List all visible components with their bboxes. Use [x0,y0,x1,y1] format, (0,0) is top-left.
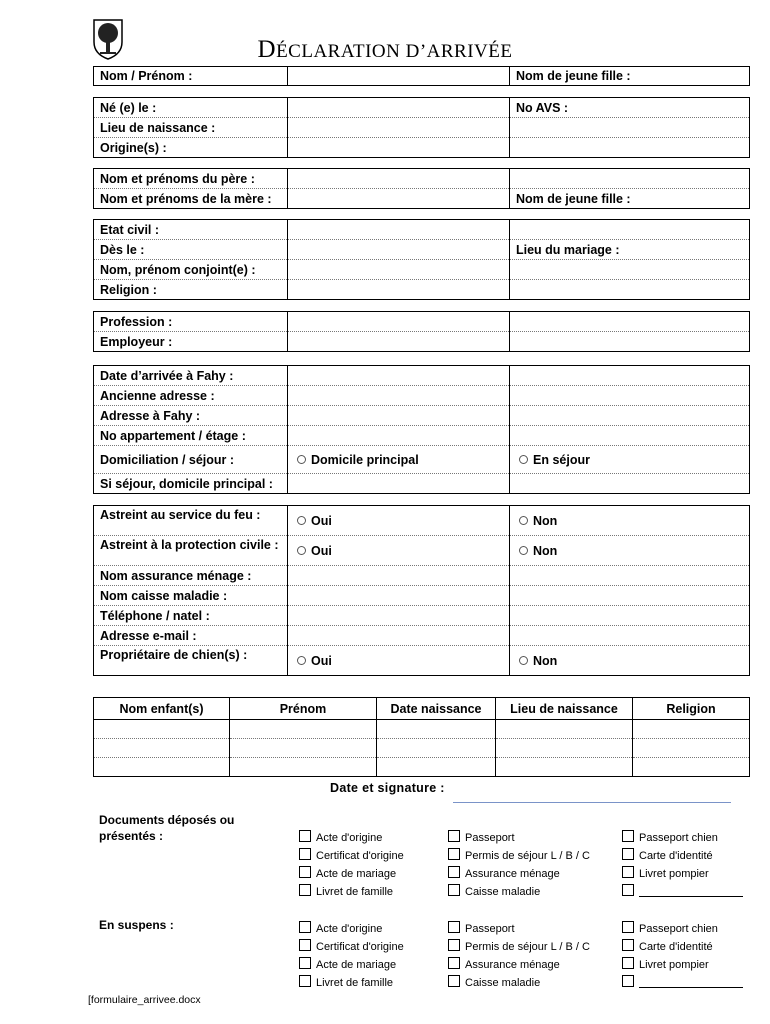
birthdate-input[interactable] [288,98,510,118]
field-label: Origine(s) : [100,140,167,155]
checkbox-icon [622,975,634,987]
birth-table [93,97,750,158]
radio-circle-icon [297,546,306,555]
checkbox-icon [448,866,460,878]
table-row [94,720,750,739]
fahy-address-input[interactable] [288,406,510,426]
civil-status-table [93,219,750,300]
checkbox-passeport-chien[interactable]: Passeport chien [622,830,718,845]
child-cell[interactable] [496,739,633,758]
column-header: Religion [633,698,750,720]
checkbox-passeport-chien[interactable]: Passeport chien [622,921,718,936]
suspens-label: En suspens : [99,918,174,932]
religion-input[interactable] [288,280,510,300]
radio-circle-icon [297,455,306,464]
other-blank-line[interactable] [639,987,743,988]
checkbox-passeport[interactable]: Passeport [448,830,515,845]
child-cell[interactable] [230,720,377,739]
field-label: Propriétaire de chien(s) : [100,648,248,662]
children-table [93,697,750,777]
checkbox-icon [622,957,634,969]
field-label: Nom de jeune fille : [510,67,750,86]
field-label: Téléphone / natel : [94,606,288,626]
checkbox-livret-pompier[interactable]: Livret pompier [622,866,709,881]
since-input[interactable] [288,240,510,260]
origin-input[interactable] [288,138,510,158]
child-cell[interactable] [496,720,633,739]
child-cell[interactable] [230,758,377,777]
checkbox-icon [622,848,634,860]
identity-table [93,66,750,86]
origin-extra[interactable] [510,138,750,158]
checkbox-icon [299,939,311,951]
column-header: Prénom [230,698,377,720]
apartment-input[interactable] [288,426,510,446]
mother-input[interactable] [288,189,510,209]
checkbox-icon [299,830,311,842]
child-cell[interactable] [377,739,496,758]
radio-protection-non[interactable]: Non [510,536,750,566]
radio-chien-non[interactable]: Non [510,646,750,676]
field-label: Astreint au service du feu : [94,506,288,536]
field-label: Nom assurance ménage : [94,566,288,586]
health-fund-extra[interactable] [510,586,750,606]
checkbox-acte-origine[interactable]: Acte d'origine [299,830,382,845]
radio-feu-non[interactable]: Non [510,506,750,536]
father-input[interactable] [288,169,510,189]
radio-circle-icon [297,516,306,525]
old-address-extra[interactable] [510,386,750,406]
main-domicile-extra[interactable] [510,474,750,494]
checkbox-acte-mariage[interactable]: Acte de mariage [299,866,396,881]
spouse-input[interactable] [288,260,510,280]
checkbox-carte-identite[interactable]: Carte d'identité [622,939,713,954]
child-cell[interactable] [377,720,496,739]
birthplace-input[interactable] [288,118,510,138]
column-header: Nom enfant(s) [94,698,230,720]
field-label: Astreint à la protection civile : [94,536,288,566]
parents-table [93,168,750,209]
child-cell[interactable] [230,739,377,758]
name-input[interactable] [288,67,510,86]
address-table [93,365,750,494]
column-header: Lieu de naissance [496,698,633,720]
checkbox-permis-sejour[interactable]: Permis de séjour L / B / C [448,848,590,863]
radio-circle-icon [519,546,528,555]
checkbox-icon [448,939,460,951]
main-domicile-input[interactable] [288,474,510,494]
radio-circle-icon [297,656,306,665]
field-label: Adresse à Fahy : [94,406,288,426]
old-address-input[interactable] [288,386,510,406]
field-label: Lieu de naissance : [94,118,288,138]
checkbox-acte-origine[interactable]: Acte d'origine [299,921,382,936]
field-label: Ancienne adresse : [94,386,288,406]
checkbox-icon [299,957,311,969]
checkbox-livret-famille[interactable]: Livret de famille [299,975,393,990]
child-cell[interactable] [496,758,633,777]
checkbox-icon [299,866,311,878]
other-blank-line[interactable] [639,896,743,897]
email-extra[interactable] [510,626,750,646]
arrival-extra[interactable] [510,366,750,386]
field-label: Nom caisse maladie : [94,586,288,606]
checkbox-acte-mariage[interactable]: Acte de mariage [299,957,396,972]
child-cell[interactable] [633,758,750,777]
field-label: Né (e) le : [94,98,288,118]
checkbox-other[interactable] [622,884,743,899]
radio-chien-oui[interactable]: Oui [288,646,510,676]
checkbox-icon [448,975,460,987]
field-label: Nom, prénom conjoint(e) : [94,260,288,280]
arrival-date-input[interactable] [288,366,510,386]
field-label: Nom de jeune fille : [510,189,750,209]
checkbox-other[interactable] [622,975,743,990]
father-extra[interactable] [510,169,750,189]
signature-label: Date et signature : [330,781,445,795]
child-cell[interactable] [633,739,750,758]
field-label: Si séjour, domicile principal : [100,476,273,491]
field-label: Employeur : [100,334,173,349]
field-label: Etat civil : [94,220,288,240]
checkbox-permis-sejour[interactable]: Permis de séjour L / B / C [448,939,590,954]
checkbox-icon [448,957,460,969]
checkbox-carte-identite[interactable]: Carte d'identité [622,848,713,863]
child-cell[interactable] [94,758,230,777]
radio-en-sejour[interactable]: En séjour [510,446,750,474]
checkbox-livret-pompier[interactable]: Livret pompier [622,957,709,972]
checkbox-icon [299,975,311,987]
table-row [94,739,750,758]
religion-extra[interactable] [510,280,750,300]
checkbox-certificat-origine[interactable]: Certificat d'origine [299,939,404,954]
field-label: Profession : [94,312,288,332]
checkbox-passeport[interactable]: Passeport [448,921,515,936]
checkbox-icon [448,830,460,842]
checkbox-caisse-maladie[interactable]: Caisse maladie [448,975,540,990]
spouse-extra[interactable] [510,260,750,280]
child-cell[interactable] [94,720,230,739]
footer-filename: [formulaire_arrivee.docx [88,994,201,1006]
checkbox-assurance-menage[interactable]: Assurance ménage [448,957,560,972]
insurance-extra[interactable] [510,566,750,586]
checkbox-icon [299,921,311,933]
checkbox-icon [299,848,311,860]
column-header: Date naissance [377,698,496,720]
radio-feu-oui[interactable]: Oui [288,506,510,536]
field-label: Nom / Prénom : [100,69,193,83]
insurance-input[interactable] [288,566,510,586]
table-row [94,758,750,777]
radio-protection-oui[interactable]: Oui [288,536,510,566]
checkbox-icon [448,884,460,896]
civil-status-input[interactable] [288,220,510,240]
checkbox-icon [622,830,634,842]
field-label: Dès le : [94,240,288,260]
child-cell[interactable] [94,739,230,758]
checkbox-icon [622,866,634,878]
child-cell[interactable] [377,758,496,777]
field-label: Domiciliation / séjour : [94,446,288,474]
profession-extra[interactable] [510,312,750,332]
profession-table [93,311,750,352]
checkbox-icon [622,921,634,933]
checkbox-icon [448,921,460,933]
health-fund-input[interactable] [288,586,510,606]
field-label: Nom et prénoms de la mère : [100,191,272,206]
email-input[interactable] [288,626,510,646]
field-label: Nom et prénoms du père : [94,169,288,189]
birthplace-extra[interactable] [510,118,750,138]
fahy-address-extra[interactable] [510,406,750,426]
checkbox-icon [448,848,460,860]
field-label: No AVS : [510,98,750,118]
signature-line[interactable] [453,802,731,803]
profession-input[interactable] [288,312,510,332]
radio-circle-icon [519,516,528,525]
page-title: DÉCLARATION D’ARRIVÉE [257,36,513,63]
phone-input[interactable] [288,606,510,626]
phone-extra[interactable] [510,606,750,626]
field-label: Religion : [100,282,157,297]
checkbox-assurance-menage[interactable]: Assurance ménage [448,866,560,881]
checkbox-icon [299,884,311,896]
services-table [93,505,750,676]
checkbox-caisse-maladie[interactable]: Caisse maladie [448,884,540,899]
checkbox-livret-famille[interactable]: Livret de famille [299,884,393,899]
field-label: Lieu du mariage : [510,240,750,260]
documents-label: Documents déposés ou présentés : [99,813,235,843]
radio-circle-icon [519,656,528,665]
civil-status-extra[interactable] [510,220,750,240]
field-label: Date d’arrivée à Fahy : [94,366,288,386]
checkbox-certificat-origine[interactable]: Certificat d'origine [299,848,404,863]
apartment-extra[interactable] [510,426,750,446]
employer-extra[interactable] [510,332,750,352]
employer-input[interactable] [288,332,510,352]
radio-domicile-principal[interactable]: Domicile principal [288,446,510,474]
radio-circle-icon [519,455,528,464]
checkbox-icon [622,884,634,896]
child-cell[interactable] [633,720,750,739]
field-label: Adresse e-mail : [94,626,288,646]
checkbox-icon [622,939,634,951]
field-label: No appartement / étage : [94,426,288,446]
